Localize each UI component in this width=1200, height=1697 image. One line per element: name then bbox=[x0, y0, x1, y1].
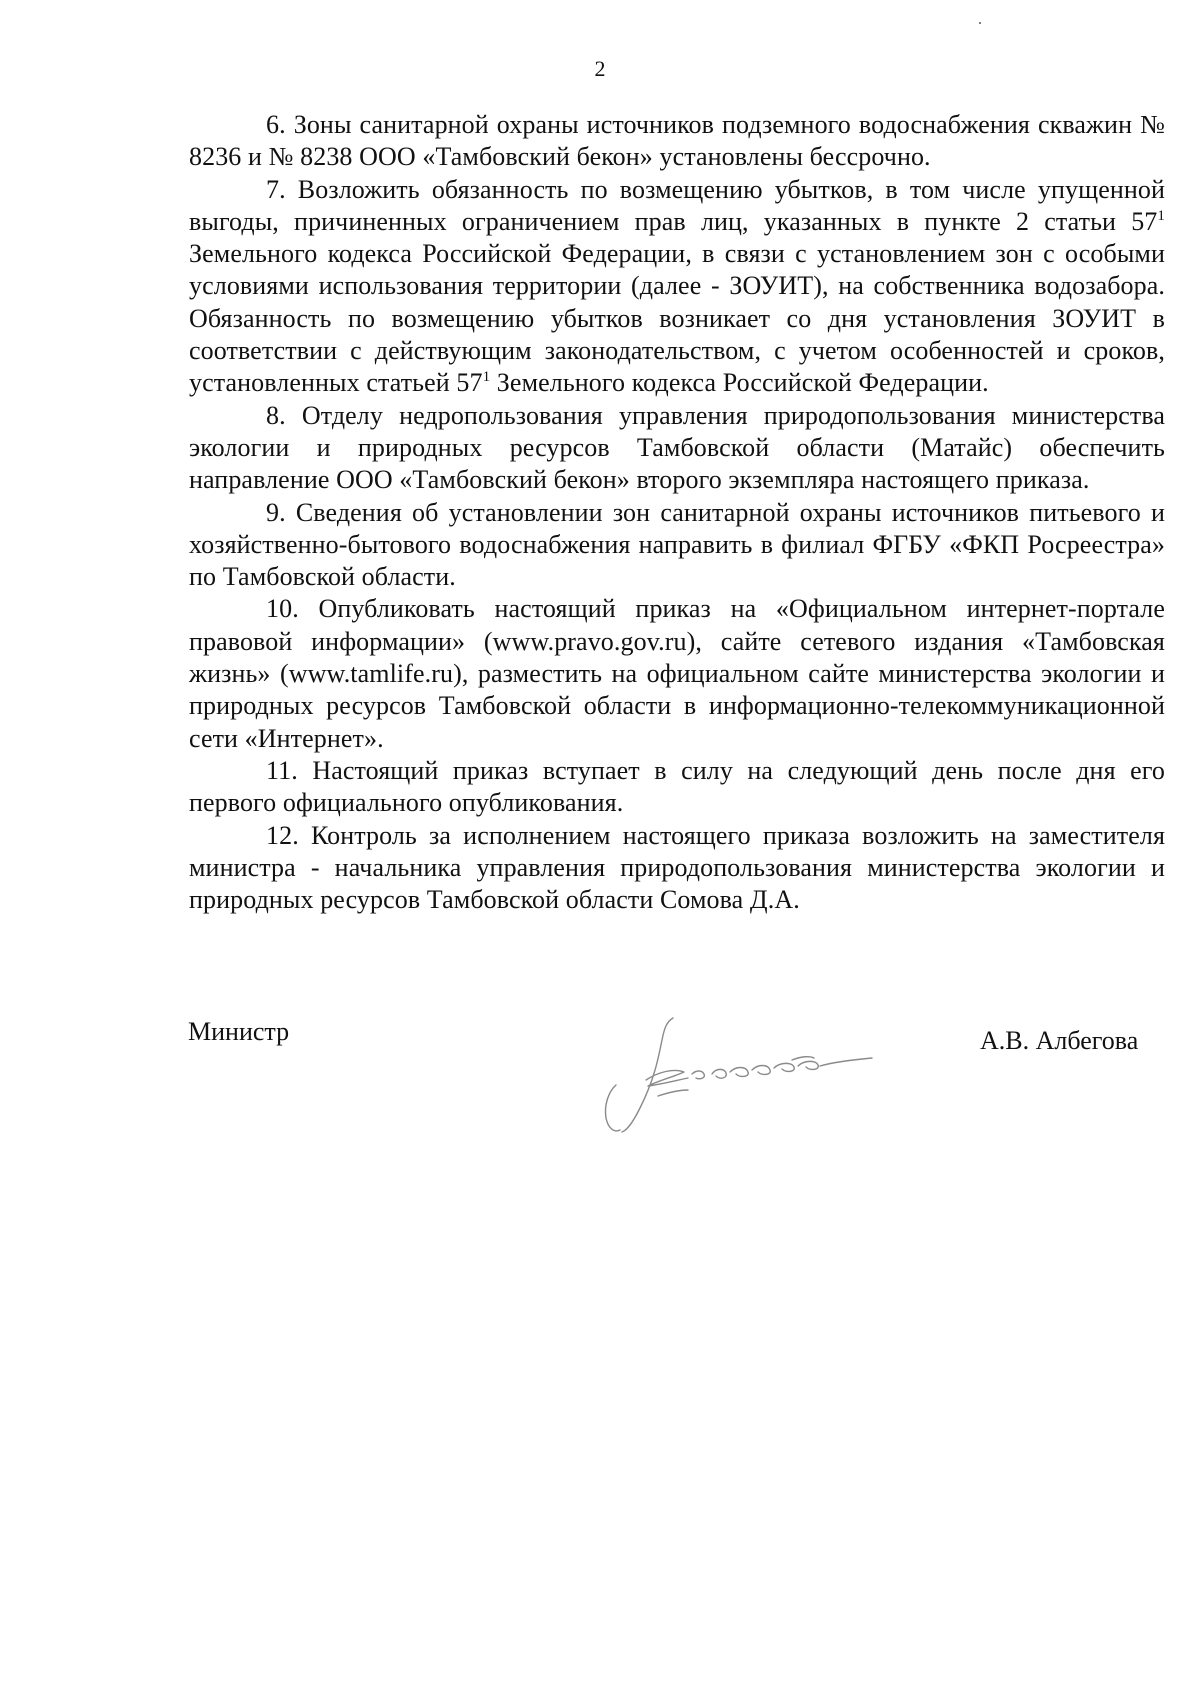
paragraph-7-text-c: Земельного кодекса Российской Федерации. bbox=[490, 368, 989, 398]
paragraph-10 bbox=[189, 593, 1165, 754]
paragraph-11 bbox=[189, 755, 1165, 820]
handwritten-signature-icon bbox=[588, 1010, 888, 1140]
superscript-1: 1 bbox=[482, 369, 491, 386]
document-body bbox=[189, 109, 1165, 916]
paragraph-7-text-b: Земельного кодекса Российской Федерации, в связи с установлением зон с особыми условиями использования территории (далее - ЗОУИТ), на собственника водозабора. Обязанность по возмещению убытков возникает со дня установления ЗОУИТ в соответствии с действующим законодательством, с учетом особенностей и сроков, установленных статьей 57 bbox=[189, 239, 1165, 398]
signatory-position: Министр bbox=[188, 1017, 290, 1046]
paragraph-9 bbox=[189, 497, 1165, 594]
paragraph-10-text: 10. Опубликовать настоящий приказ на «Официальном интернет-портале правовой информации» (www.pravo.gov.ru), сайте сетевого издания «Тамбовская жизнь» (www.tamlife.ru), разместить на официальном сайте министерства экологии и природных ресурсов Тамбовской области в информационно-телекоммуникационной сети «Интернет». bbox=[189, 594, 1165, 753]
paragraph-12-text: 12. Контроль за исполнением настоящего приказа возложить на заместителя министра - начальника управления природопользования министерства экологии и природных ресурсов Тамбовской области Сомова Д.А. bbox=[189, 820, 1165, 915]
paragraph-6-text: 6. Зоны санитарной охраны источников подземного водоснабжения скважин № 8236 и № 8238 ООО «Тамбовский бекон» установлены бессрочно. bbox=[189, 110, 1165, 172]
paragraph-6 bbox=[189, 109, 1165, 174]
signatory-name: А.В. Албегова bbox=[980, 1026, 1139, 1055]
superscript-1: 1 bbox=[1157, 207, 1165, 224]
paragraph-7 bbox=[189, 174, 1165, 400]
paragraph-7-text-a: 7. Возложить обязанность по возмещению убытков, в том числе упущенной выгоды, причиненных ограничением прав лиц, указанных в пункте 2 статьи 57 bbox=[189, 174, 1165, 236]
page-number: 2 bbox=[594, 56, 606, 81]
scan-speck bbox=[979, 22, 981, 24]
paragraph-11-text: 11. Настоящий приказ вступает в силу на следующий день после дня его первого официального опубликования. bbox=[189, 755, 1165, 818]
paragraph-8 bbox=[189, 400, 1165, 497]
paragraph-8-text: 8. Отделу недропользования управления природопользования министерства экологии и природных ресурсов Тамбовской области (Матайс) обеспечить направление ООО «Тамбовский бекон» второго экземпляра настоящего приказа. bbox=[189, 400, 1165, 495]
paragraph-9-text: 9. Сведения об установлении зон санитарной охраны источников питьевого и хозяйственно-бытового водоснабжения направить в филиал ФГБУ «ФКП Росреестра» по Тамбовской области. bbox=[189, 497, 1165, 592]
paragraph-12 bbox=[189, 820, 1165, 917]
